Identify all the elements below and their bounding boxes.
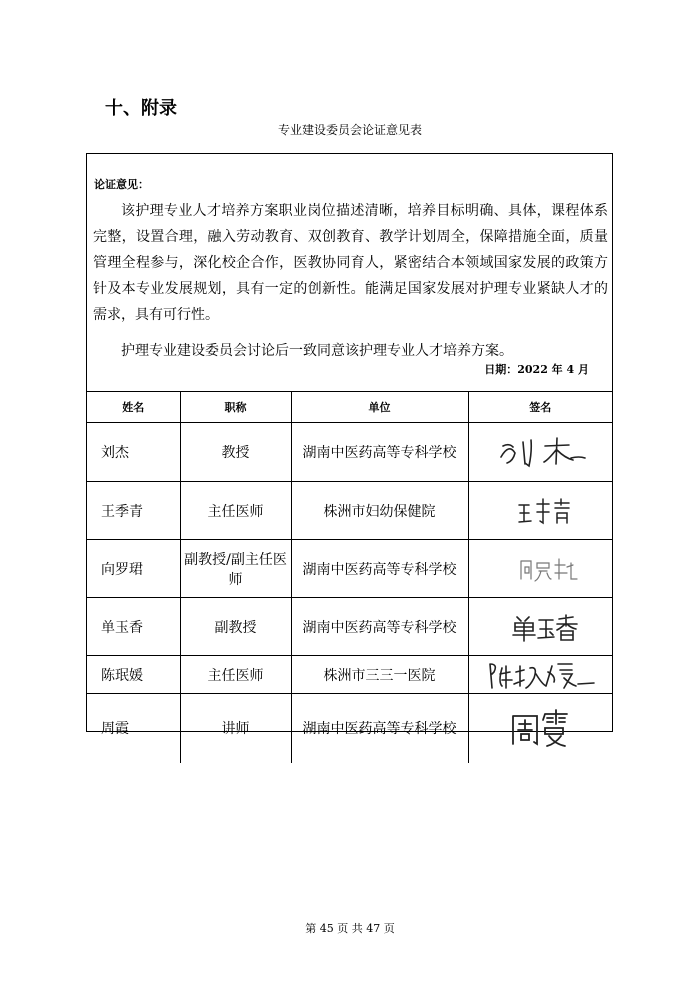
page-footer: 第 45 页 共 47 页 bbox=[305, 922, 395, 935]
handwritten-signature bbox=[478, 658, 603, 692]
member-name: 王季青 bbox=[87, 482, 180, 540]
member-name: 周霞 bbox=[87, 694, 180, 763]
member-title: 主任医师 bbox=[180, 656, 291, 694]
member-unit: 株洲市妇幼保健院 bbox=[291, 482, 468, 540]
header-title: 职称 bbox=[180, 391, 291, 423]
member-unit: 湖南中医药高等专科学校 bbox=[291, 423, 468, 482]
table-row bbox=[87, 482, 612, 540]
header-unit: 单位 bbox=[291, 391, 468, 423]
section-heading: 十、附录 bbox=[105, 98, 177, 119]
member-signature bbox=[468, 423, 612, 482]
member-name: 刘杰 bbox=[87, 423, 180, 482]
member-signature bbox=[468, 540, 612, 598]
header-name: 姓名 bbox=[87, 391, 180, 423]
opinion-section bbox=[87, 154, 612, 392]
member-unit: 湖南中医药高等专科学校 bbox=[291, 598, 468, 656]
table-row bbox=[87, 423, 612, 482]
header-signature: 签名 bbox=[468, 391, 612, 423]
review-form bbox=[86, 153, 613, 738]
member-title: 讲师 bbox=[180, 694, 291, 763]
member-signature bbox=[468, 598, 612, 656]
member-title: 副教授/副主任医师 bbox=[180, 540, 291, 598]
handwritten-signature bbox=[485, 432, 595, 472]
approval-statement: 护理专业建设委员会讨论后一致同意该护理专业人才培养方案。 bbox=[121, 343, 513, 359]
member-title: 副教授 bbox=[180, 598, 291, 656]
member-title: 主任医师 bbox=[180, 482, 291, 540]
handwritten-signature bbox=[485, 607, 595, 647]
table-row bbox=[87, 598, 612, 656]
table-row bbox=[87, 694, 612, 763]
form-caption: 专业建设委员会论证意见表 bbox=[277, 123, 422, 137]
member-unit: 株洲市三三一医院 bbox=[291, 656, 468, 694]
member-unit: 湖南中医药高等专科学校 bbox=[291, 540, 468, 598]
signature-table bbox=[87, 391, 612, 763]
opinion-date: 日期：2022 年 4 月 bbox=[484, 363, 589, 376]
table-row bbox=[87, 656, 612, 694]
handwritten-signature bbox=[485, 706, 595, 750]
member-name: 陈珉媛 bbox=[87, 656, 180, 694]
table-row bbox=[87, 540, 612, 598]
member-name: 单玉香 bbox=[87, 598, 180, 656]
opinion-label: 论证意见： bbox=[94, 178, 149, 191]
handwritten-signature bbox=[485, 491, 595, 531]
table-header-row bbox=[87, 391, 612, 423]
member-name: 向罗珺 bbox=[87, 540, 180, 598]
opinion-paragraph: 该护理专业人才培养方案职业岗位描述清晰，培养目标明确、具体，课程体系完整，设置合理，融入劳动教育、双创教育、教学计划周全，保障措施全面，质量管理全程参与，深化校企合作，医教协同育人，紧密结合本领域国家发展的政策方针及本专业发展规划，具有一定的创新性。能满足国家发展对护理专业紧缺人才的需求，具有可行性。 bbox=[93, 203, 608, 323]
handwritten-signature bbox=[485, 549, 595, 589]
member-unit: 湖南中医药高等专科学校 bbox=[291, 694, 468, 763]
member-signature bbox=[468, 482, 612, 540]
member-signature bbox=[468, 694, 612, 763]
member-title: 教授 bbox=[180, 423, 291, 482]
member-signature bbox=[468, 656, 612, 694]
